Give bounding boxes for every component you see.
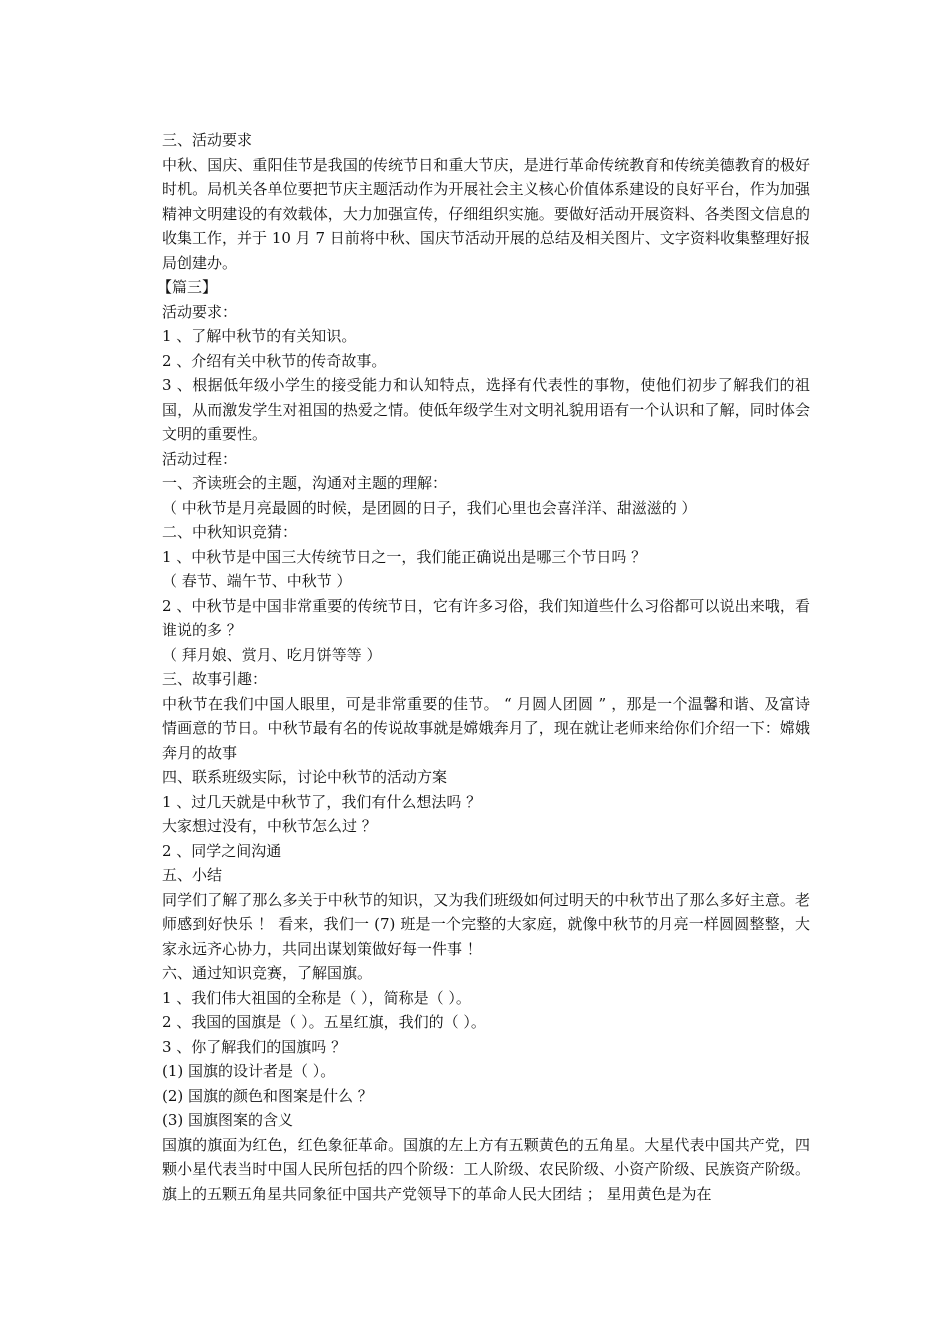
subsection-title: 活动要求： (162, 302, 238, 321)
sub-list-item: (2) 国旗的颜色和图案是什么 ？ (162, 1086, 373, 1105)
subsection-title: 活动过程： (162, 449, 238, 468)
answer-text: （ 春节、端午节、中秋节 ） (162, 572, 352, 590)
document-body (145, 128, 810, 1206)
step-title: 一、齐读班会的主题，沟通对主题的理解： (162, 474, 448, 492)
question-text: 大家想过没有，中秋节怎么过 ？ (162, 817, 377, 835)
section-title: 三、活动要求 (162, 131, 253, 149)
list-item: 2 、同学之间沟通 (162, 841, 282, 860)
list-item: 1 、过几天就是中秋节了，我们有什么想法吗 ？ (162, 792, 482, 811)
step-title: 六、通过知识竞赛，了解国旗。 (162, 964, 373, 982)
paragraph: 中秋节在我们中国人眼里，可是非常重要的佳节。 “ 月圆人团圆 ” ，那是一个温馨和谐、及富诗情画意的节日。中秋节最有名的传说故事就是嫦娥奔月了，现在就让老师来给你们介绍一下：嫦娥奔月的故事 (162, 694, 810, 762)
list-item: 1 、中秋节是中国三大传统节日之一，我们能正确说出是哪三个节日吗 ？ (162, 547, 647, 566)
list-item: 3 、根据低年级小学生的接受能力和认知特点，选择有代表性的事物，使他们初步了解我们的祖国，从而激发学生对祖国的热爱之情。使低年级学生对文明礼貌用语有一个认识和了解，同时体会文明的重要性。 (162, 376, 810, 443)
step-title: 五、小结 (162, 866, 223, 884)
step-title: 三、故事引趣： (162, 670, 268, 688)
paragraph: 同学们了解了那么多关于中秋节的知识，又为我们班级如何过明天的中秋节出了那么多好主意。老师感到好快乐 ！ 看来，我们一 (7) 班是一个完整的大家庭，就像中秋节的月亮一样圆圆整整，大家永远齐心协力，共同出谋划策做好每一件事 ！ (162, 890, 810, 958)
list-item: 1 、我们伟大祖国的全称是（ ），简称是（ ）。 (162, 988, 471, 1007)
paragraph: 国旗的旗面为红色，红色象征革命。国旗的左上方有五颗黄色的五角星。大星代表中国共产党，四颗小星代表当时中国人民所包括的四个阶级：工人阶级、农民阶级、小资产阶级、民族资产阶级。旗上的五颗五角星共同象征中国共产党领导下的革命人民大团结 ； 星用黄色是为在 (162, 1135, 810, 1203)
list-item: 2 、我国的国旗是（ ）。五星红旗，我们的（ ）。 (162, 1013, 486, 1031)
part-heading: 【篇三】 (157, 278, 218, 296)
answer-text: （ 拜月娘、赏月、吃月饼等等 ） (162, 645, 382, 664)
step-title: 四、联系班级实际，讨论中秋节的活动方案 (162, 768, 448, 786)
list-item: 2 、介绍有关中秋节的传奇故事。 (162, 351, 387, 370)
sub-list-item: (3) 国旗图案的含义 (162, 1111, 294, 1129)
list-item: 3 、你了解我们的国旗吗 ？ (162, 1037, 347, 1056)
list-item: 1 、了解中秋节的有关知识。 (162, 327, 357, 345)
paragraph: 中秋、国庆、重阳佳节是我国的传统节日和重大节庆，是进行革命传统教育和传统美德教育的极好时机。局机关各单位要把节庆主题活动作为开展社会主义核心价值体系建设的良好平台，作为加强精神文明建设的有效载体，大力加强宣传，仔细组织实施。要做好活动开展资料、各类图文信息的收集工作，并于 10 月 7 日前将中秋、国庆节活动开展的总结及相关图片、文字资料收集整理好报局创建办。 (162, 155, 810, 272)
step-text: （ 中秋节是月亮最圆的时候，是团圆的日子，我们心里也会喜洋洋、甜滋滋的 ） (162, 498, 697, 517)
sub-list-item: (1) 国旗的设计者是（ ）。 (162, 1062, 336, 1080)
list-item: 2 、中秋节是中国非常重要的传统节日，它有许多习俗，我们知道些什么习俗都可以说出来哦，看谁说的多 ？ (162, 596, 810, 639)
step-title: 二、中秋知识竞猜： (162, 523, 298, 541)
